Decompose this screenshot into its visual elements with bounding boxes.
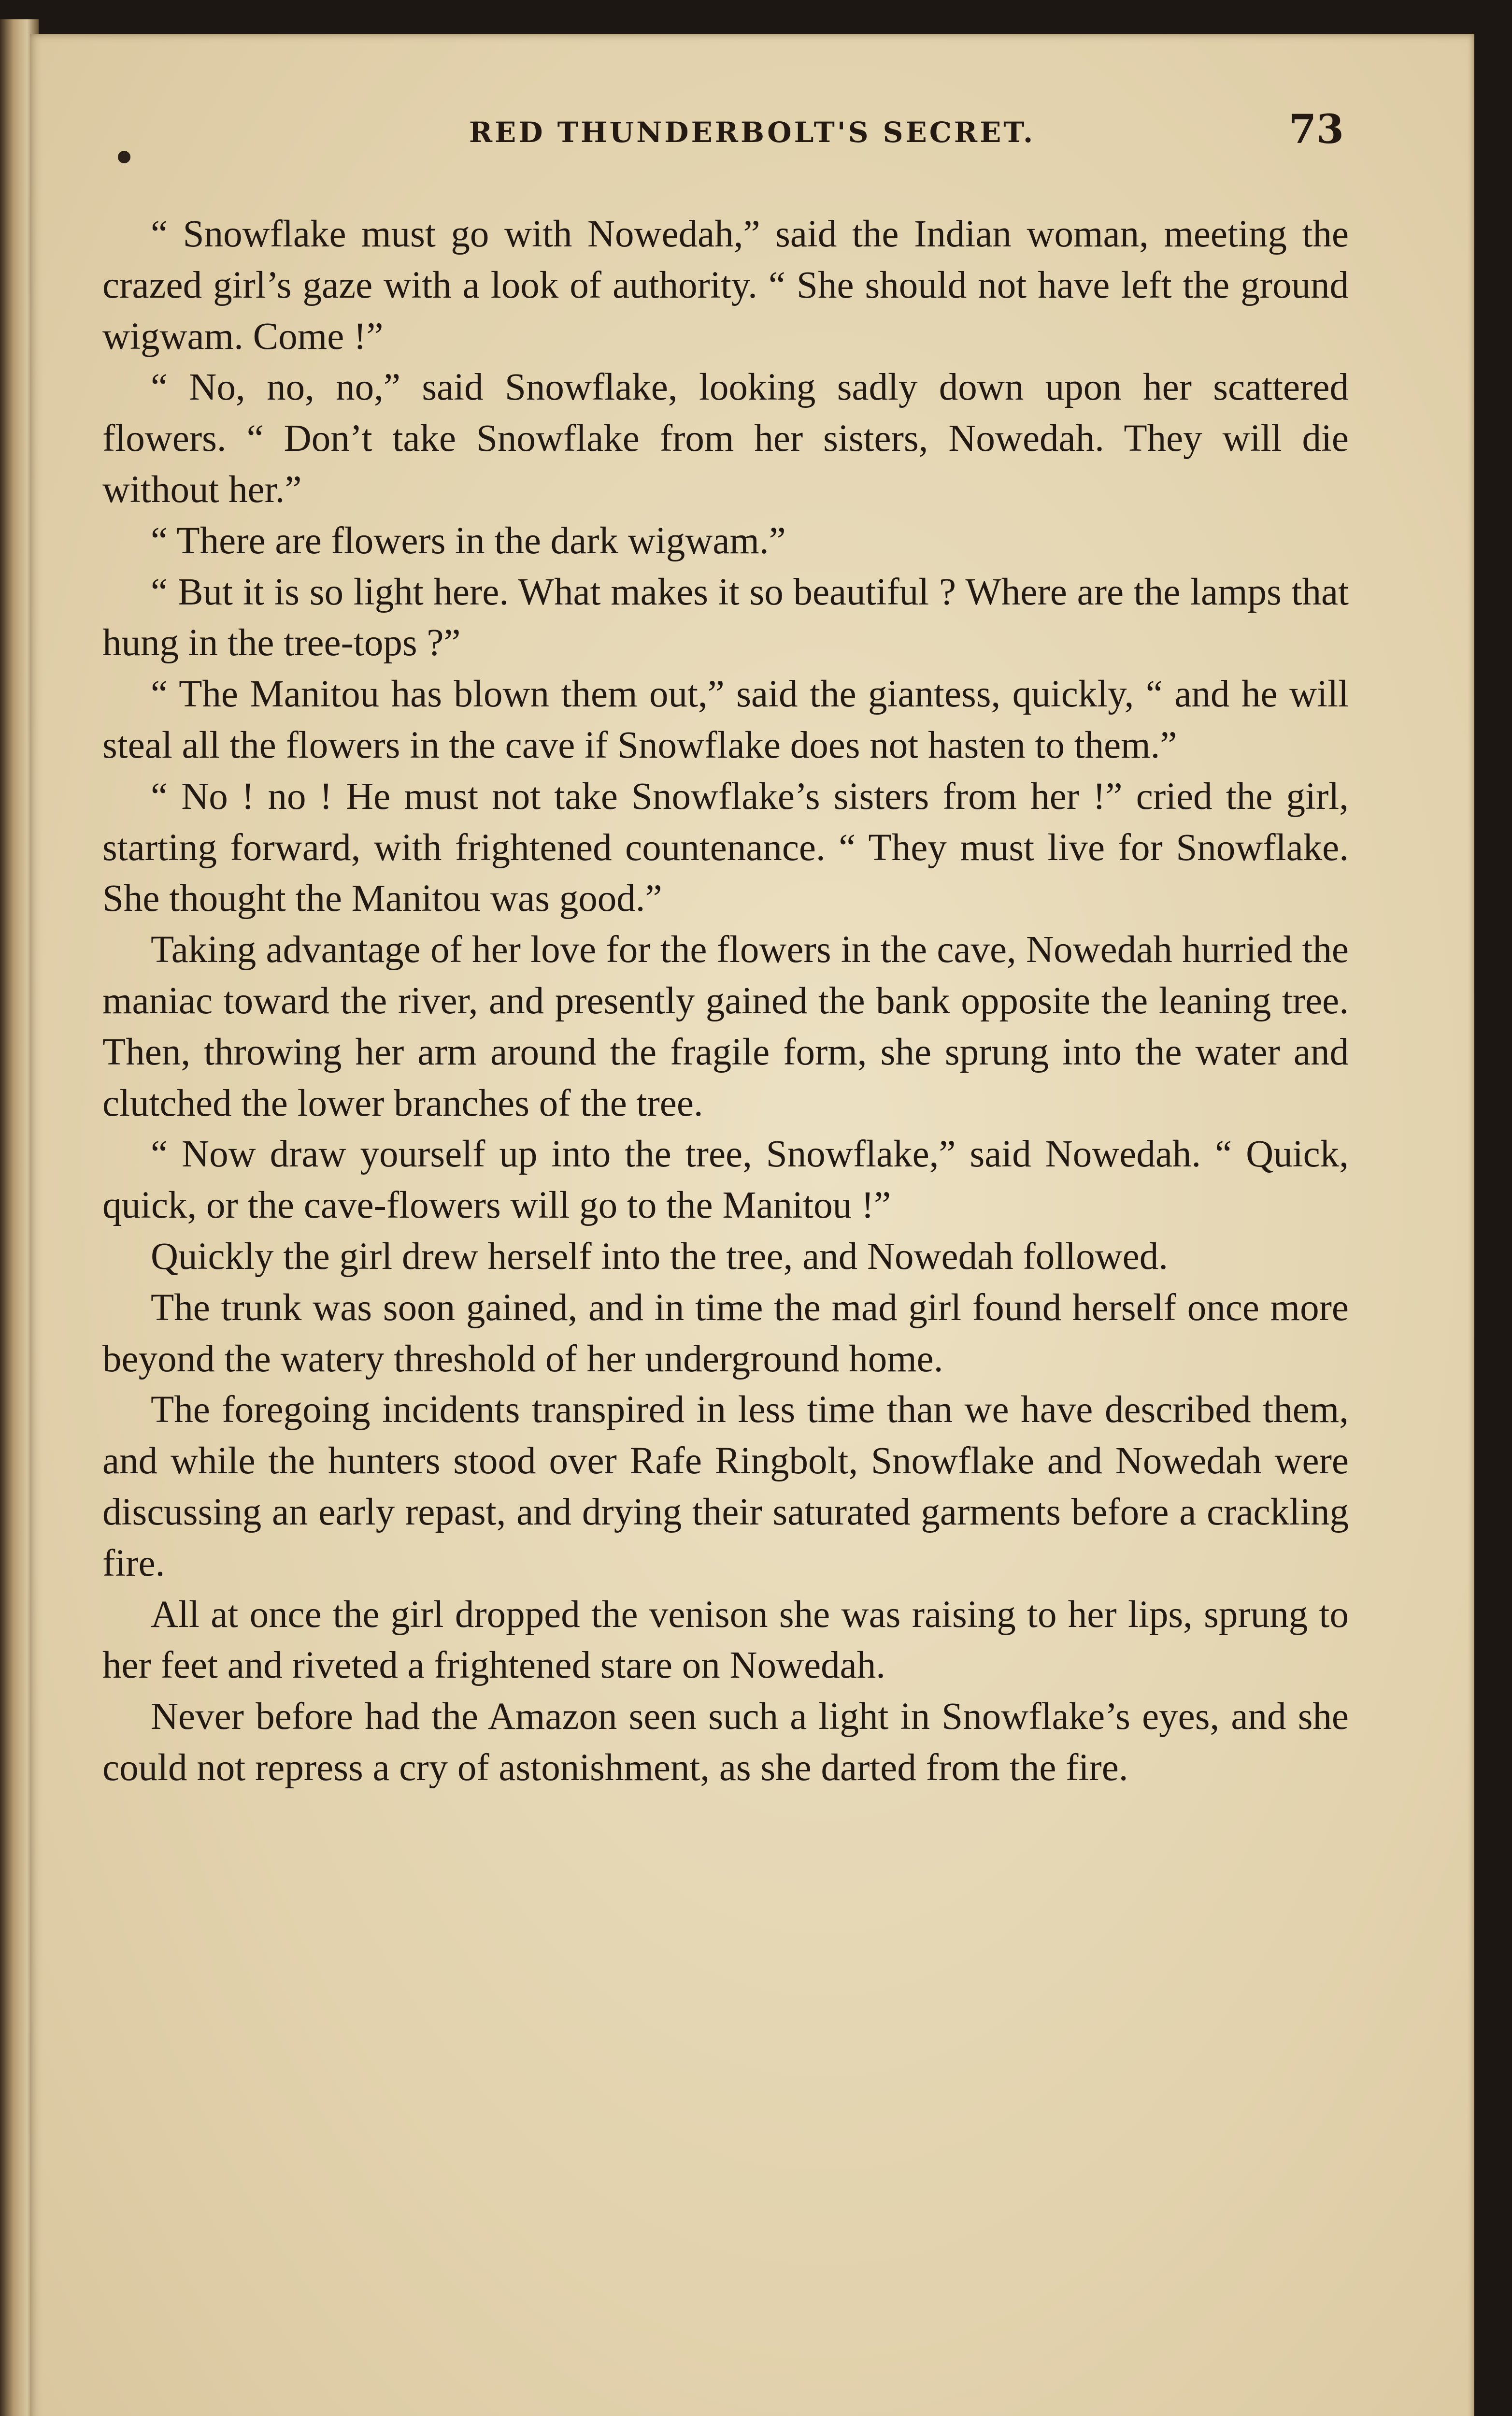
- paragraph: Taking advantage of her love for the flowers in the cave, Nowedah hurried the maniac toward the river, and presently gained the bank opposite the leaning tree. Then, throwing her arm around the fragile form, she sprung into the water and clutched the lower branches of the tree.: [102, 929, 1349, 1124]
- paragraph: “ Snowflake must go with Nowedah,” said the Indian woman, meeting the crazed girl’s gaze with a look of authority. “ She should not have left the ground wigwam. Come !”: [102, 213, 1349, 358]
- page-number: 73: [1288, 106, 1344, 153]
- paragraph: The foregoing incidents transpired in less time than we have described them, and while the hunters stood over Rafe Ringbolt, Snowflake and Nowedah were discussing an early repast, and drying their saturated garments before a crackling fire.: [102, 1389, 1349, 1584]
- ink-dot: [118, 151, 130, 163]
- paragraph: “ The Manitou has blown them out,” said the giantess, quickly, “ and he will steal all the flowers in the cave if Snowflake does not hasten to them.”: [102, 673, 1349, 766]
- body-text: [102, 209, 1349, 1794]
- paragraph: The trunk was soon gained, and in time the mad girl found herself once more beyond the watery threshold of her underground home.: [102, 1286, 1349, 1380]
- paragraph: Never before had the Amazon seen such a light in Snowflake’s eyes, and she could not repress a cry of astonishment, as she darted from the fire.: [102, 1696, 1349, 1789]
- page-header: [30, 34, 1474, 179]
- paragraph: All at once the girl dropped the venison she was raising to her lips, sprung to her feet and riveted a frightened stare on Nowedah.: [102, 1593, 1349, 1687]
- paragraph: “ No ! no ! He must not take Snowflake’s sisters from her !” cried the girl, starting forward, with frightened countenance. “ They must live for Snowflake. She thought the Manitou was good.”: [102, 775, 1349, 920]
- paragraph: “ Now draw yourself up into the tree, Snowflake,” said Nowedah. “ Quick, quick, or the cave-flowers will go to the Manitou !”: [102, 1133, 1349, 1227]
- paragraph: “ There are flowers in the dark wigwam.”: [151, 519, 786, 562]
- paragraph: Quickly the girl drew herself into the tree, and Nowedah followed.: [151, 1235, 1168, 1278]
- running-head: RED THUNDERBOLT'S SECRET.: [469, 116, 1036, 149]
- paragraph: “ No, no, no,” said Snowflake, looking sadly down upon her scattered flowers. “ Don’t take Snowflake from her sisters, Nowedah. They will die without her.”: [102, 366, 1349, 511]
- paragraph: “ But it is so light here. What makes it so beautiful ? Where are the lamps that hung in the tree-tops ?”: [102, 571, 1349, 664]
- book-page: [30, 34, 1474, 2416]
